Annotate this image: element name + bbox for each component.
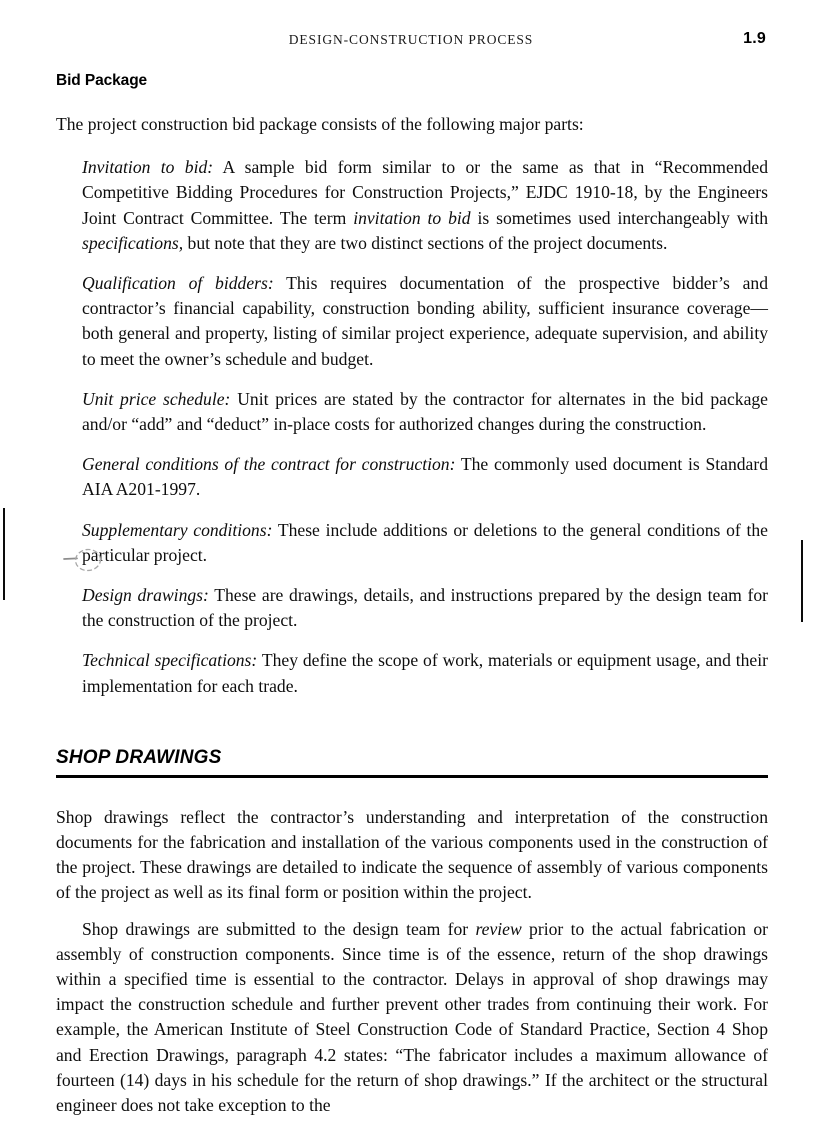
item-text: is sometimes used interchangeably with — [470, 207, 769, 228]
paragraph-text: Shop drawings are submitted to the design team for — [82, 918, 476, 939]
shop-drawings-paragraph-1: Shop drawings reflect the contractor’s understanding and interpretation of the construction documents for the fabrication and installation of the various components used in the construction of the project. These drawings are detailed to indicate the sequence of assembly of various components of the project as well as its final form or position within the project. — [56, 806, 768, 903]
item-text: The commonly used document is Standard AIA A201-1997. — [82, 454, 768, 500]
section-shop-drawings — [56, 747, 768, 1118]
text-column — [56, 72, 768, 1129]
subheading-bid-package: Bid Package — [56, 72, 148, 89]
item-emphasis: specifications, — [82, 232, 184, 253]
item-text: but note that they are two distinct sections of the project documents. — [183, 232, 668, 253]
item-term: General conditions of the contract for construction: — [82, 454, 456, 475]
item-term: Invitation to bid: — [82, 157, 214, 178]
list-item — [56, 452, 768, 502]
running-head — [56, 32, 766, 54]
section-heading-shop-drawings: SHOP DRAWINGS — [56, 746, 222, 768]
list-item — [56, 155, 768, 256]
list-item-design-drawings — [56, 583, 768, 633]
item-emphasis: invitation to bid — [353, 207, 471, 228]
paragraph-emphasis: review — [475, 918, 522, 939]
item-text: Unit prices are stated by the contractor for alternates in the bid package and/or “add” and “deduct” in-place costs for authorized changes during the construction. — [82, 388, 768, 435]
bid-package-lead-paragraph: The project construction bid package consists of the following major parts: — [56, 114, 584, 134]
bid-package-item-list — [56, 155, 768, 699]
item-text: These include additions or deletions to the general conditions of the particular project. — [82, 519, 768, 565]
item-term: Qualification of bidders: — [82, 273, 274, 294]
item-term: Supplementary conditions: — [82, 519, 273, 540]
list-item — [56, 518, 768, 568]
list-item — [56, 648, 768, 698]
list-item — [56, 271, 768, 372]
item-term: Unit price schedule: — [82, 388, 231, 409]
item-text: This requires documentation of the prospective bidder’s and contractor’s financial capability, construction bonding ability, sufficient insurance coverage—both general and property, listing of similar project experience, adequate supervision, and ability to meet the owner’s schedule and budget. — [82, 273, 768, 369]
paragraph-text: prior to the actual fabrication or assembly of construction components. Since time is of the essence, return of the shop drawings within a specified time is essential to the contractor. Delays in approval of shop drawings may impact the construction schedule and further prevent other trades from continuing their work. For example, the American Institute of Steel Construction Code of Standard Practice, Section 4 Shop and Erection Drawings, paragraph 4.2 states: “The fabricator includes a maximum allowance of fourteen (14) days in his schedule for the return of shop drawings.” If the architect or the structural engineer does not take exception to the — [56, 918, 769, 1116]
left-edge-mark — [3, 508, 5, 600]
item-term: Design drawings: — [82, 585, 209, 606]
item-text: A sample bid form similar to or the same as that in “Recommended Competitive Bidding Procedures for Construction Projects,” EJDC 1910-18, by the Engineers Joint Contract Committee. The term — [82, 157, 768, 228]
right-edge-mark — [801, 540, 803, 622]
item-text: They define the scope of work, materials or equipment usage, and their implementation for each trade. — [82, 650, 768, 696]
page-number: 1.9 — [743, 30, 766, 47]
item-term: Technical specifications: — [82, 650, 258, 671]
shop-drawings-paragraph-2 — [56, 917, 768, 1119]
running-head-title: DESIGN-CONSTRUCTION PROCESS — [288, 32, 534, 47]
item-text: These are drawings, details, and instructions prepared by the design team for the construction of the project. — [82, 585, 768, 631]
list-item — [56, 387, 768, 437]
section-rule — [56, 775, 768, 778]
